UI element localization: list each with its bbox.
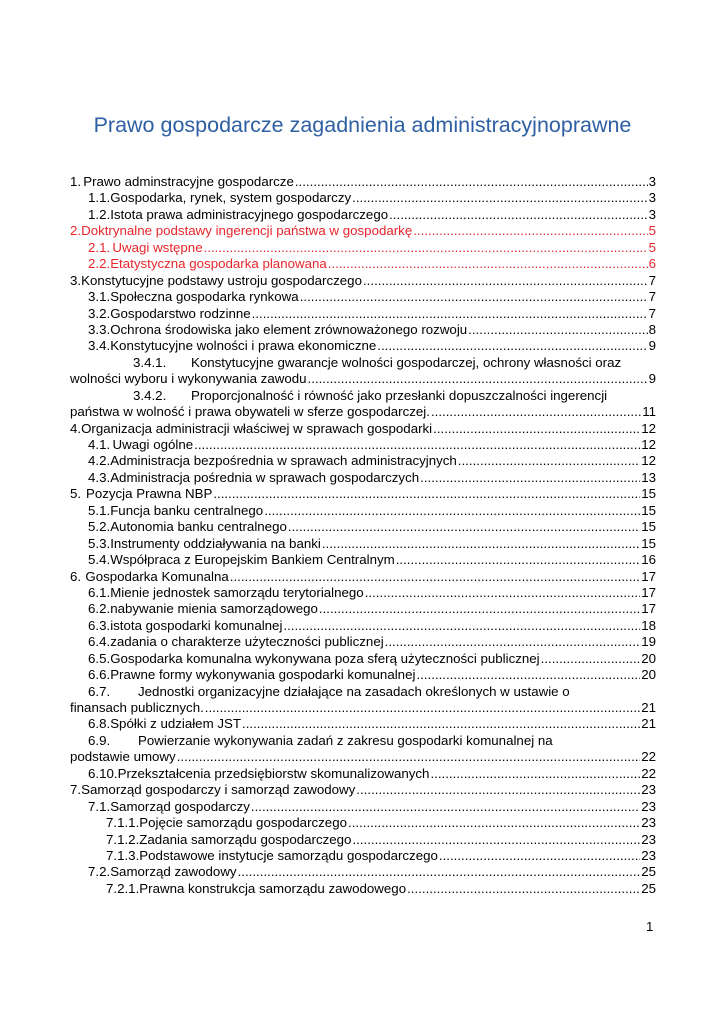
- toc-entry[interactable]: 6. Gospodarka Komunalna ..... 17: [70, 569, 656, 585]
- toc-entry[interactable]: 7. Samorząd gospodarczy i samorząd zawodowy ..... 23: [70, 782, 656, 798]
- toc-entry[interactable]: 7.2.1. Prawna konstrukcja samorządu zawodowego ..... 25: [70, 881, 656, 897]
- toc-entry[interactable]: 7.1.2. Zadania samorządu gospodarczego ..... 23: [70, 832, 656, 848]
- toc-entry-wrapped-line2[interactable]: podstawie umowy ..... 22: [70, 749, 656, 765]
- toc-entry[interactable]: 1.1. Gospodarka, rynek, system gospodarczy ..... 3: [70, 190, 656, 206]
- toc-entry-wrapped-line1[interactable]: 3.4.1. Konstytucyjne gwarancje wolności gospodarczej, ochrony własności oraz: [133, 354, 622, 370]
- toc-entry[interactable]: 4.1. Uwagi ogólne ..... 12: [70, 437, 656, 453]
- toc-entry[interactable]: 1.2. Istota prawa administracyjnego gospodarczego ..... 3: [70, 207, 656, 223]
- toc-entry[interactable]: 2. Doktrynalne podstawy ingerencji państwa w gospodarkę ..... 5: [70, 223, 656, 239]
- toc-entry[interactable]: 4. Organizacja administracji właściwej w sprawach gospodarki ..... 12: [70, 421, 656, 437]
- toc-entry[interactable]: 7.1.1. Pojęcie samorządu gospodarczego ..... 23: [70, 815, 656, 831]
- toc-entry[interactable]: 6.2. nabywanie mienia samorządowego ..... 17: [70, 601, 656, 617]
- table-of-contents: [70, 174, 656, 897]
- toc-entry[interactable]: 2.2. Etatystyczna gospodarka planowana ..... 6: [70, 256, 656, 272]
- toc-entry[interactable]: 6.4. zadania o charakterze użyteczności publicznej ..... 19: [70, 634, 656, 650]
- toc-entry[interactable]: 5.2. Autonomia banku centralnego ..... 15: [70, 519, 656, 535]
- toc-entry-wrapped-line2[interactable]: finansach publicznych. ..... 21: [70, 700, 656, 716]
- toc-entry[interactable]: 5.3. Instrumenty oddziaływania na banki ..... 15: [70, 536, 656, 552]
- toc-entry[interactable]: 4.2. Administracja bezpośrednia w sprawach administracyjnych ..... 12: [70, 453, 656, 469]
- toc-entry-wrapped-line1[interactable]: 6.7. Jednostki organizacyjne działające na zasadach określonych w ustawie o: [88, 683, 570, 699]
- toc-entry[interactable]: 5.1. Funcja banku centralnego ..... 15: [70, 503, 656, 519]
- toc-entry[interactable]: 5. Pozycja Prawna NBP ..... 15: [70, 486, 656, 502]
- toc-entry-wrapped-line1[interactable]: 3.4.2. Proporcjonalność i równość jako przesłanki dopuszczalności ingerencji: [133, 387, 608, 403]
- toc-entry[interactable]: 3.4. Konstytucyjne wolności i prawa ekonomiczne ..... 9: [70, 338, 656, 354]
- toc-entry[interactable]: 3.2. Gospodarstwo rodzinne ..... 7: [70, 306, 656, 322]
- document-title: Prawo gospodarcze zagadnienia administracyjnoprawne: [93, 113, 632, 137]
- toc-entry[interactable]: 7.2. Samorząd zawodowy ..... 25: [70, 864, 656, 880]
- toc-entry-wrapped-line2[interactable]: wolności wyboru i wykonywania zawodu ..... 9: [70, 371, 656, 387]
- toc-entry[interactable]: 6.3. istota gospodarki komunalnej ..... 18: [70, 618, 656, 634]
- toc-entry[interactable]: 2.1. Uwagi wstępne ..... 5: [70, 240, 656, 256]
- toc-entry[interactable]: 6.5. Gospodarka komunalna wykonywana poza sferą użyteczności publicznej ..... 20: [70, 651, 656, 667]
- toc-entry[interactable]: 3. Konstytucyjne podstawy ustroju gospodarczego ..... 7: [70, 273, 656, 289]
- toc-entry[interactable]: 6.8. Spółki z udziałem JST ..... 21: [70, 716, 656, 732]
- toc-entry[interactable]: 5.4. Współpraca z Europejskim Bankiem Centralnym ..... 16: [70, 552, 656, 568]
- toc-entry-wrapped-line1[interactable]: 6.9. Powierzanie wykonywania zadań z zakresu gospodarki komunalnej na: [88, 732, 553, 748]
- toc-entry[interactable]: 6.10. Przekształcenia przedsiębiorstw skomunalizowanych ..... 22: [70, 766, 656, 782]
- toc-entry[interactable]: 1. Prawo adminstracyjne gospodarcze ..... 3: [70, 174, 656, 190]
- toc-entry[interactable]: 7.1.3. Podstawowe instytucje samorządu gospodarczego ..... 23: [70, 848, 656, 864]
- toc-entry[interactable]: 6.6. Prawne formy wykonywania gospodarki komunalnej ..... 20: [70, 667, 656, 683]
- toc-entry[interactable]: 6.1. Mienie jednostek samorządu terytorialnego ..... 17: [70, 585, 656, 601]
- toc-entry-wrapped-line2[interactable]: państwa w wolność i prawa obywateli w sferze gospodarczej. ..... 11: [70, 404, 656, 420]
- page-number: 1: [646, 919, 654, 934]
- toc-entry[interactable]: 7.1. Samorząd gospodarczy ..... 23: [70, 799, 656, 815]
- toc-entry[interactable]: 3.1. Społeczna gospodarka rynkowa ..... 7: [70, 289, 656, 305]
- toc-entry[interactable]: 4.3. Administracja pośrednia w sprawach gospodarczych ..... 13: [70, 470, 656, 486]
- toc-entry[interactable]: 3.3. Ochrona środowiska jako element zrównoważonego rozwoju ..... 8: [70, 322, 656, 338]
